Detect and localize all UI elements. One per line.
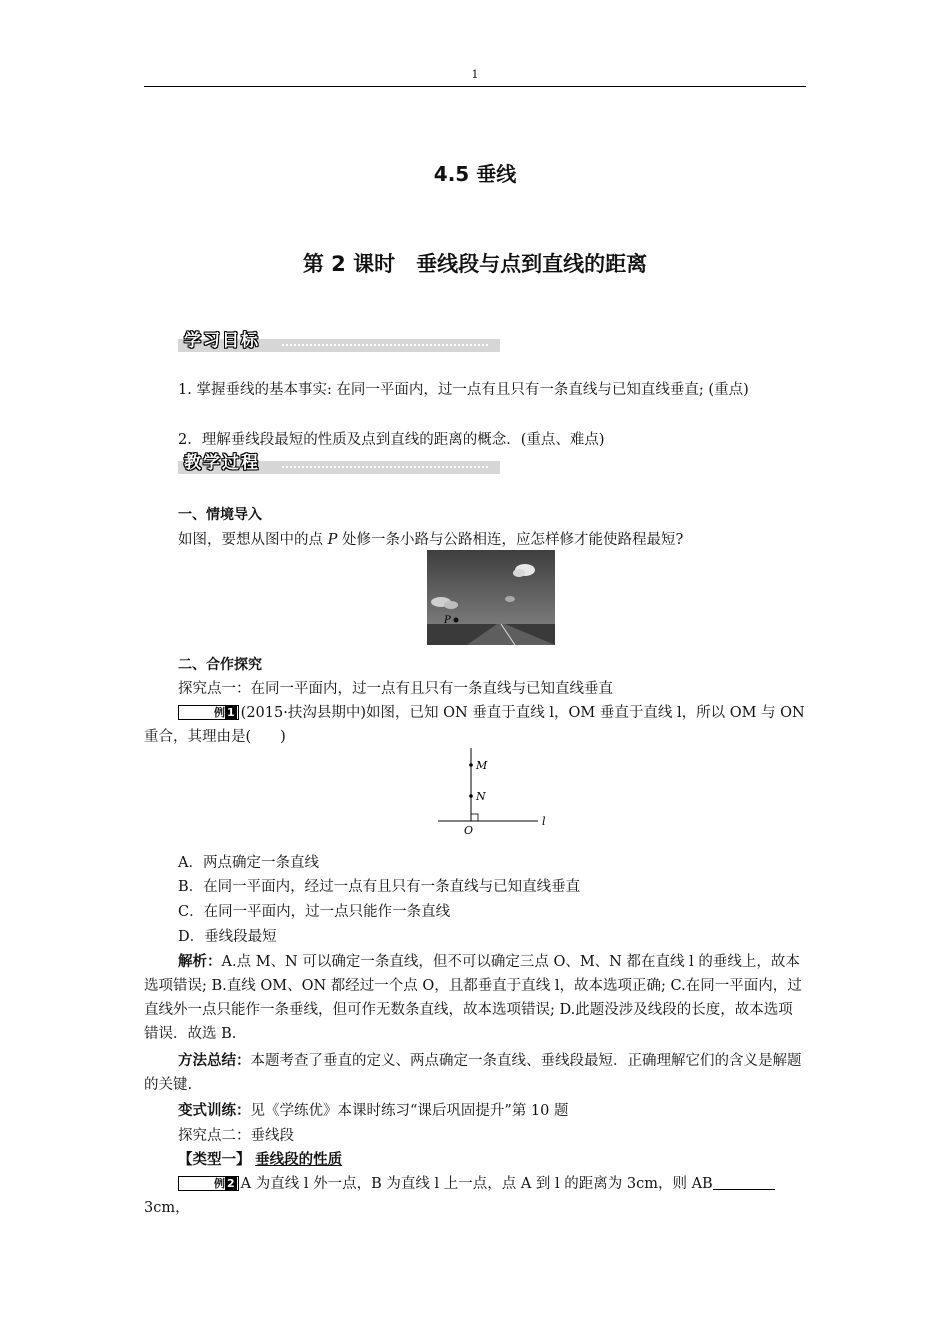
label-n: N	[476, 790, 486, 803]
goal-1: 1. 掌握垂线的基本事实: 在同一平面内，过一点有且只有一条直线与已知直线垂直; (重点)	[178, 382, 749, 398]
section-heading-2: 二、合作探究	[178, 657, 262, 673]
document-title: 4.5 垂线	[433, 162, 517, 186]
banner-learning-goals	[178, 330, 500, 352]
example-tag: 例 2	[178, 1176, 239, 1191]
example-tag: 例 1	[178, 705, 239, 720]
label-m: M	[476, 759, 488, 772]
analysis-label: 解析：	[178, 954, 222, 970]
variant-label: 变式训练：	[178, 1103, 251, 1119]
method-summary: 方法总结：本题考查了垂直的定义、两点确定一条直线、垂线段最短．正确理解它们的含义是解题的关键.	[144, 1053, 802, 1093]
road-photo	[427, 550, 555, 645]
option-b: B．在同一平面内，经过一点有且只有一条直线与已知直线垂直	[178, 879, 581, 895]
variant-training: 变式训练：见《学练优》本课时练习“课后巩固提升”第 10 题	[178, 1103, 569, 1119]
banner-teaching-process	[178, 452, 500, 474]
header-rule	[144, 86, 806, 87]
type-1-heading	[178, 1148, 806, 1172]
example-2: 例 2 A 为直线 l 外一点，B 为直线 l 上一点，点 A 到 l 的距离为 3cm，则 AB3cm，	[144, 1172, 806, 1220]
photo-label-p: P	[444, 615, 451, 626]
banner-label: 教学过程	[184, 453, 260, 473]
type-1-bracket: 【类型一】	[178, 1152, 251, 1168]
perpendicular-figure	[430, 748, 560, 840]
label-l: l	[542, 815, 546, 828]
example-1	[144, 701, 806, 749]
option-d: D．垂线段最短	[178, 929, 277, 945]
option-c: C．在同一平面内，过一点只能作一条直线	[178, 904, 451, 920]
scenario-question: 如图，要想从图中的点 P 处修一条小路与公路相连，应怎样修才能使路程最短?	[178, 532, 684, 548]
type-1-title: 垂线段的性质	[255, 1152, 343, 1168]
banner-label: 学习目标	[184, 331, 260, 351]
lesson-subtitle: 第 2 课时 垂线段与点到直线的距离	[302, 252, 648, 276]
answer-blank[interactable]	[713, 1175, 775, 1190]
goal-2: 2．理解垂线段最短的性质及点到直线的距离的概念．(重点、难点)	[178, 432, 605, 448]
label-o: O	[464, 824, 474, 837]
explore-point-2: 探究点二：垂线段	[178, 1128, 294, 1144]
explore-point-1: 探究点一：在同一平面内，过一点有且只有一条直线与已知直线垂直	[178, 681, 613, 697]
var-p: P	[327, 532, 338, 548]
example-1-source: (2015·扶沟县期中)	[240, 705, 366, 721]
analysis: 解析：A.点 M、N 可以确定一条直线，但不可以确定三点 O、M、N 都在直线 l 的垂线上，故本选项错误; B.直线 OM、ON 都经过一个点 O，且都垂直于直线 l，故本选项正确; C.在同一平面内，过直线外一点只能作一条垂线，但可作无数条直线，故本选项错误; D.此题没涉及线段的长度，故本选项错误．故选 B.	[144, 954, 802, 1042]
section-heading-1: 一、情境导入	[178, 507, 262, 523]
page-number: 1	[471, 68, 479, 81]
example-1-text: 如图，已知 ON 垂直于直线 l，OM 垂直于直线 l，所以 OM 与 ON 重合，其理由是( )	[144, 705, 805, 745]
option-a: A．两点确定一条直线	[178, 855, 319, 871]
method-label: 方法总结：	[178, 1053, 251, 1069]
